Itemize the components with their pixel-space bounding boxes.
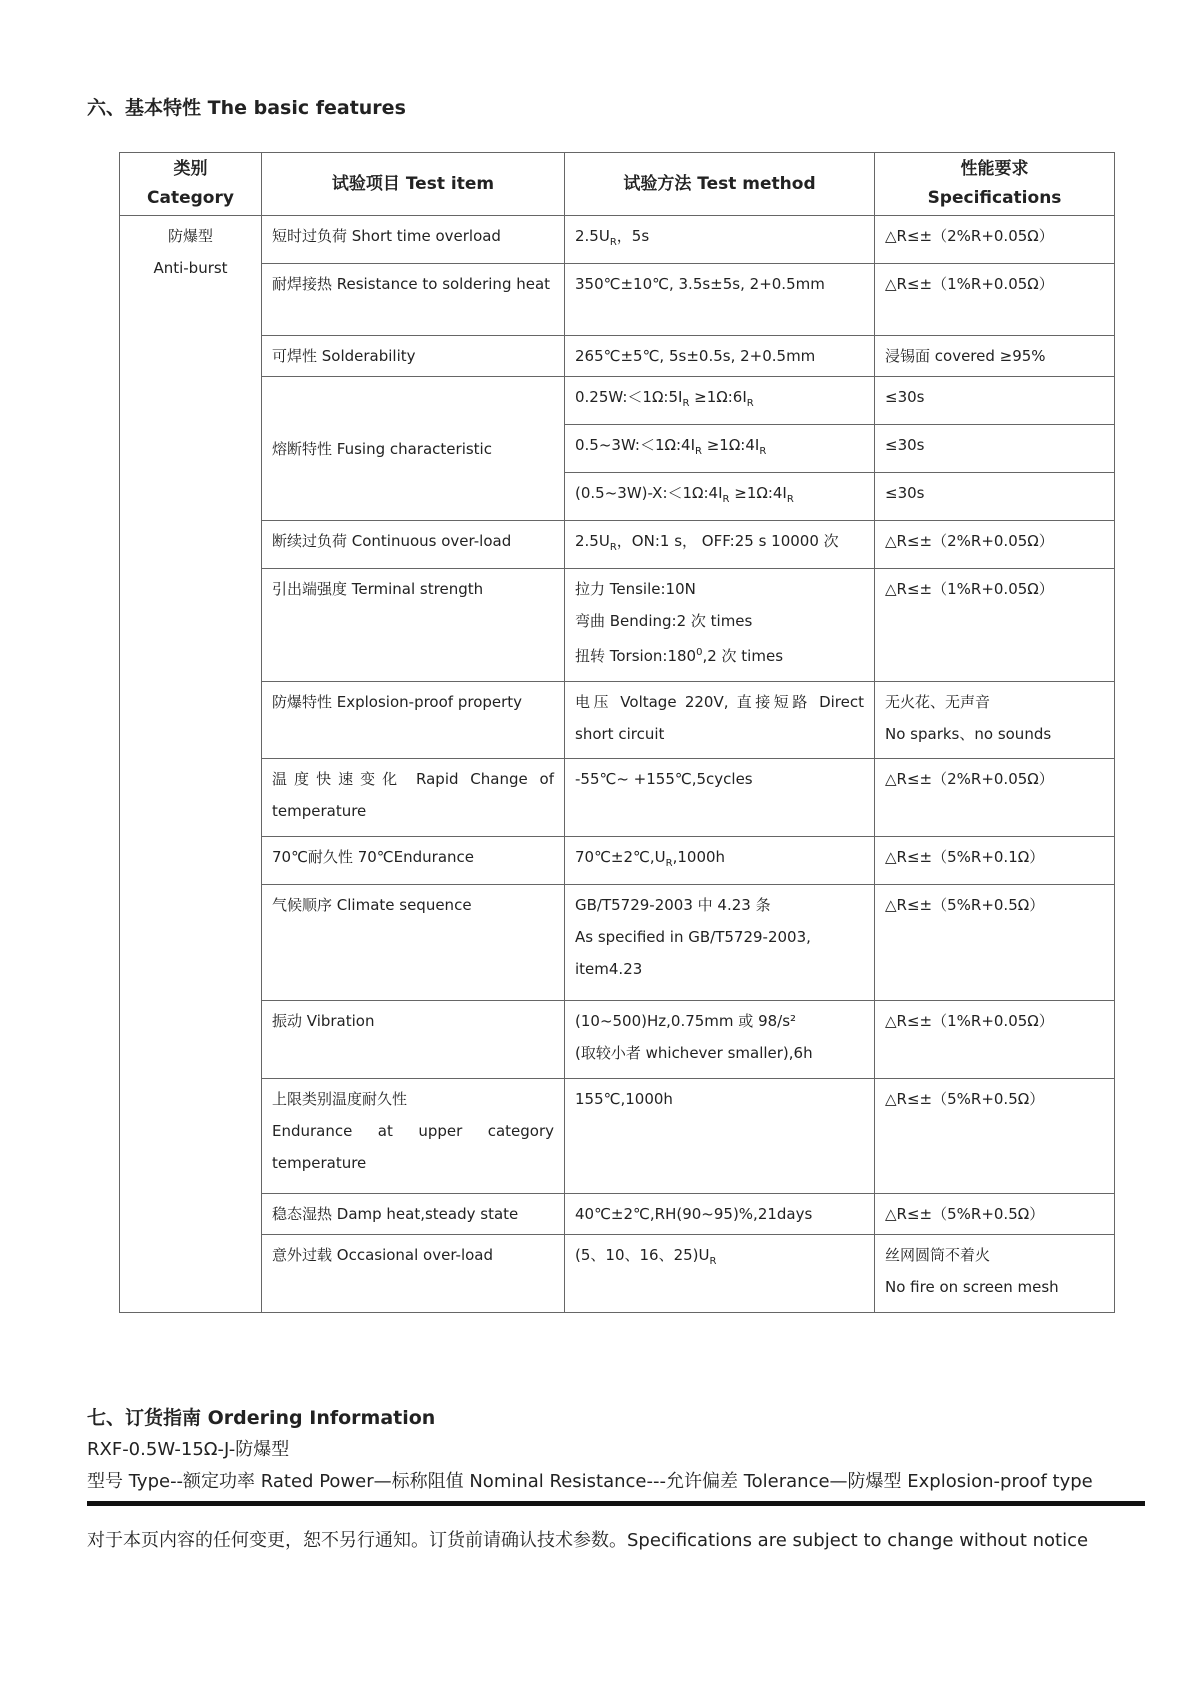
test-item: 短时过负荷 Short time overload — [262, 216, 565, 264]
table-row — [120, 264, 1115, 336]
header-category-en: Category — [147, 188, 234, 208]
test-method: 265℃±5℃, 5s±0.5s, 2+0.5mm — [565, 336, 875, 377]
table-row — [120, 569, 1115, 682]
section-title-ordering-information: 七、订货指南 Ordering Information — [87, 1407, 436, 1429]
basic-features-table — [119, 152, 1115, 1313]
test-item: 引出端强度 Terminal strength — [262, 569, 565, 682]
header-spec-en: Specifications — [927, 188, 1062, 208]
table-row — [120, 521, 1115, 569]
table-row — [120, 1079, 1115, 1194]
header-specifications — [875, 153, 1115, 216]
specification: ≤30s — [875, 377, 1115, 425]
category-cn: 防爆型 — [167, 227, 213, 245]
category-cell — [120, 216, 262, 1313]
table-header-row — [120, 153, 1115, 216]
table-row — [120, 682, 1115, 759]
specification: △R≤±（5%R+0.5Ω） — [875, 1194, 1115, 1235]
test-method: (5、10、16、$25)U_R$ — [565, 1235, 875, 1313]
specification: △R≤±（1%R+0.05Ω） — [875, 1001, 1115, 1079]
specification: △R≤±（1%R+0.05Ω） — [875, 264, 1115, 336]
test-method: (10~500)Hz,0.75mm 或 98/s² (取较小者 whichever smaller),6h — [565, 1001, 875, 1079]
test-item: 振动 Vibration — [262, 1001, 565, 1079]
test-item: 稳态湿热 Damp heat,steady state — [262, 1194, 565, 1235]
table-row — [120, 1194, 1115, 1235]
test-method: 155℃,1000h — [565, 1079, 875, 1194]
footer-notice: 对于本页内容的任何变更，恕不另行通知。订货前请确认技术参数。Specifications are subject to change without notice — [87, 1530, 1089, 1551]
test-method: $(0.5\sim 3W)-X:<1\Omega:4I_R$ $\ge 1\Omega:4I_R$ — [565, 473, 875, 521]
specification: △R≤±（5%R+0.1Ω） — [875, 837, 1115, 885]
table-row — [120, 759, 1115, 837]
header-spec-cn: 性能要求 — [960, 159, 1029, 179]
specification: △R≤±（2%R+0.05Ω） — [875, 521, 1115, 569]
table-row — [120, 216, 1115, 264]
test-method: $0.5\sim 3W:<1\Omega:4I_R$ $\ge 1\Omega:4I_R$ — [565, 425, 875, 473]
test-item: 耐焊接热 Resistance to soldering heat — [262, 264, 565, 336]
specification: △R≤±（5%R+0.5Ω） — [875, 1079, 1115, 1194]
table-row — [120, 885, 1115, 1001]
test-method: 电压 Voltage 220V, 直接短路 Direct short circuit — [565, 682, 875, 759]
specification: △R≤±（5%R+0.5Ω） — [875, 885, 1115, 1001]
section-title-basic-features: 六、基本特性 The basic features — [87, 97, 406, 119]
test-method: $0.25W:<1\Omega:5I_R$ $\ge 1\Omega:6I_R$ — [565, 377, 875, 425]
test-method: $2.5U_R$，5s — [565, 216, 875, 264]
test-method: 350℃±10℃, 3.5s±5s, 2+0.5mm — [565, 264, 875, 336]
table-row — [120, 336, 1115, 377]
specification: △R≤±（1%R+0.05Ω） — [875, 569, 1115, 682]
table-row — [120, 837, 1115, 885]
test-method: $70℃\pm 2℃,U_R,1000h$ — [565, 837, 875, 885]
test-item: 上限类别温度耐久性 Endurance at upper category temperature — [262, 1079, 565, 1194]
specification: ≤30s — [875, 425, 1115, 473]
header-test-method: 试验方法 Test method — [565, 153, 875, 216]
table-row — [120, 377, 1115, 425]
test-item: 断续过负荷 Continuous over-load — [262, 521, 565, 569]
test-item: 防爆特性 Explosion-proof property — [262, 682, 565, 759]
test-method: $2.5U_R$，ON:1 s， OFF:25 s 10000 次 — [565, 521, 875, 569]
specification: ≤30s — [875, 473, 1115, 521]
model-legend: 型号 Type--额定功率 Rated Power—标称阻值 Nominal Resistance---允许偏差 Tolerance—防爆型 Explosion-proof type — [87, 1471, 1093, 1492]
test-item: 70℃耐久性 70℃Endurance — [262, 837, 565, 885]
table-row — [120, 1235, 1115, 1313]
test-item: 可焊性 Solderability — [262, 336, 565, 377]
table-row — [120, 1001, 1115, 1079]
test-method: -55℃~ +155℃,5cycles — [565, 759, 875, 837]
header-category-cn: 类别 — [173, 159, 208, 179]
test-method: 拉力 Tensile:10N 弯曲 Bending:2 次 times 扭转 $Torsion:180^0,2$ 次 times — [565, 569, 875, 682]
specification: 丝网圆筒不着火 No fire on screen mesh — [875, 1235, 1115, 1313]
specification: △R≤±（2%R+0.05Ω） — [875, 216, 1115, 264]
test-item: 意外过载 Occasional over-load — [262, 1235, 565, 1313]
header-category — [120, 153, 262, 216]
specification: 无火花、无声音 No sparks、no sounds — [875, 682, 1115, 759]
model-example: RXF-0.5W-15Ω-J-防爆型 — [87, 1439, 290, 1460]
test-item: 熔断特性 Fusing characteristic — [262, 377, 565, 521]
category-en: Anti-burst — [153, 259, 228, 277]
header-test-item: 试验项目 Test item — [262, 153, 565, 216]
test-item: 气候顺序 Climate sequence — [262, 885, 565, 1001]
specification: 浸锡面 covered ≥95% — [875, 336, 1115, 377]
test-item: 温度快速变化 Rapid Change of temperature — [262, 759, 565, 837]
test-method: 40℃±2℃,RH(90~95)%,21days — [565, 1194, 875, 1235]
test-method: GB/T5729-2003 中 4.23 条 As specified in GB/T5729-2003, item4.23 — [565, 885, 875, 1001]
specification: △R≤±（2%R+0.05Ω） — [875, 759, 1115, 837]
divider-rule — [87, 1501, 1145, 1506]
